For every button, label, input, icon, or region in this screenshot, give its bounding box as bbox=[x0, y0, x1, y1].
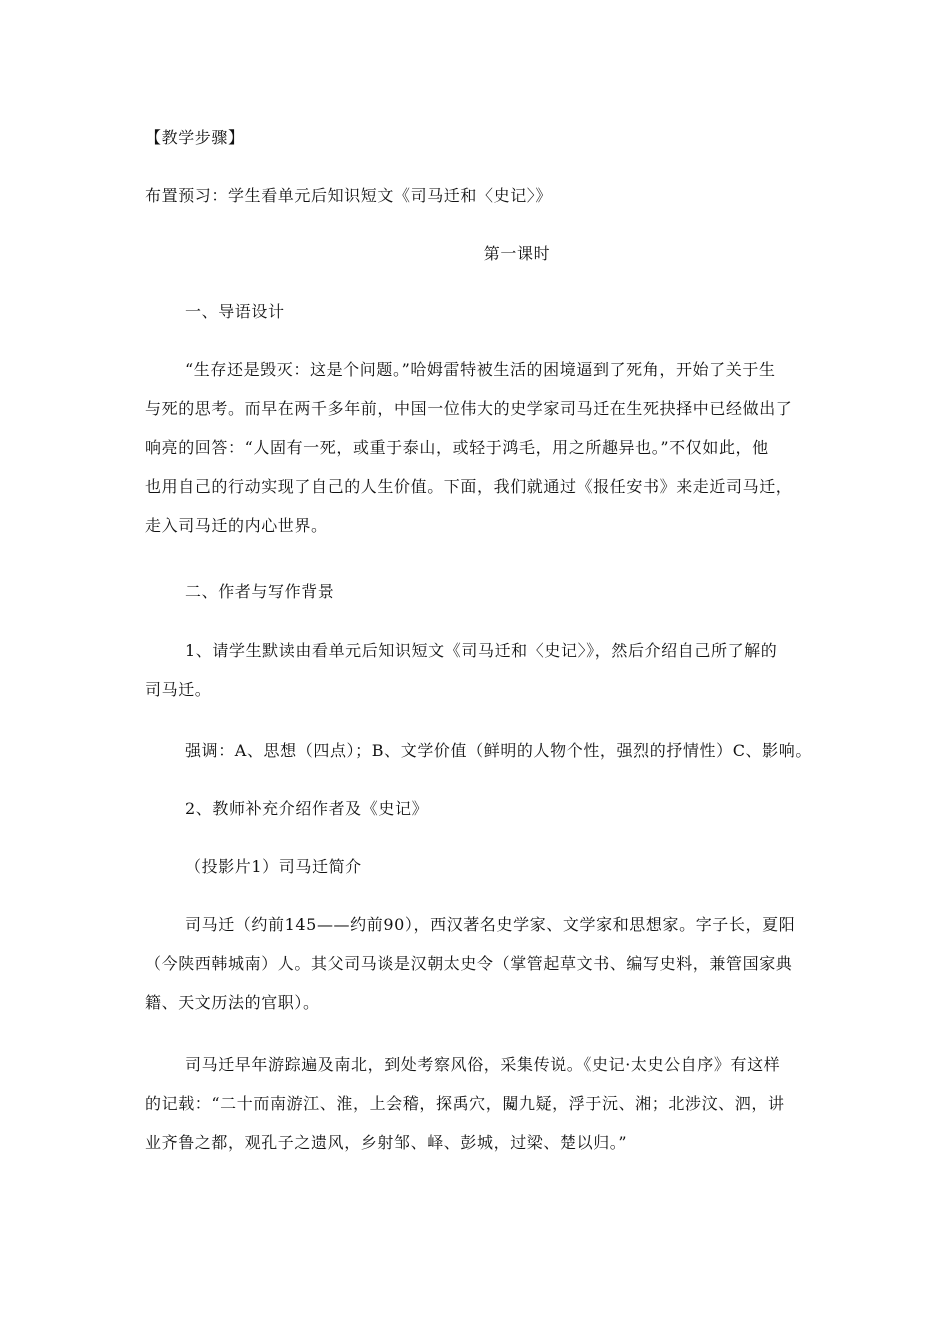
section2-heading: 二、作者与写作背景 bbox=[185, 582, 335, 601]
item1-paragraph bbox=[145, 641, 807, 719]
travel-line: 司马迁早年游踪遍及南北，到处考察风俗，采集传说。《史记·太史公自序》有这样 bbox=[185, 1055, 781, 1074]
bio-line: （今陕西韩城南）人。其父司马谈是汉朝太史令（掌管起草文书、编写史料，兼管国家典 bbox=[145, 954, 793, 973]
intro-line: 与死的思考。而早在两千多年前，中国一位伟大的史学家司马迁在生死抉择中已经做出了 bbox=[145, 399, 793, 418]
item1-line: 1、请学生默读由看单元后知识短文《司马迁和〈史记〉》，然后介绍自己所了解的 bbox=[185, 641, 778, 660]
emphasis-line: 强调：A、思想（四点）；B、文学价值（鲜明的人物个性，强烈的抒情性）C、影响。 bbox=[185, 741, 812, 760]
bio-line: 司马迁（约前145——约前90），西汉著名史学家、文学家和思想家。字子长，夏阳 bbox=[185, 915, 796, 934]
bio-paragraph bbox=[145, 915, 807, 1032]
section1-heading: 一、导语设计 bbox=[185, 302, 285, 321]
travel-paragraph bbox=[145, 1055, 807, 1172]
intro-line: “生存还是毁灭：这是个问题。”哈姆雷特被生活的困境逼到了死角，开始了关于生 bbox=[185, 360, 776, 379]
steps-heading: 【教学步骤】 bbox=[145, 128, 245, 147]
travel-line: 的记载：“二十而南游江、淮，上会稽，探禹穴，闚九疑，浮于沅、湘；北涉汶、泗，讲 bbox=[145, 1094, 785, 1113]
intro-line: 也用自己的行动实现了自己的人生价值。下面，我们就通过《报任安书》来走近司马迁， bbox=[145, 477, 793, 496]
item2-line: 2、教师补充介绍作者及《史记》 bbox=[185, 799, 429, 818]
bio-line: 籍、天文历法的官职）。 bbox=[145, 993, 320, 1012]
item1-line: 司马迁。 bbox=[145, 680, 212, 699]
lesson-title: 第一课时 bbox=[483, 244, 551, 263]
intro-line: 响亮的回答：“人固有一死，或重于泰山，或轻于鸿毛，用之所趣异也。”不仅如此，他 bbox=[145, 438, 769, 457]
preview-assignment: 布置预习：学生看单元后知识短文《司马迁和〈史记〉》 bbox=[145, 186, 553, 205]
intro-line: 走入司马迁的内心世界。 bbox=[145, 516, 328, 535]
travel-line: 业齐鲁之都，观孔子之遗风，乡射邹、峄、彭城，过梁、楚以归。” bbox=[145, 1133, 628, 1152]
slide-label: （投影片1）司马迁简介 bbox=[185, 857, 362, 876]
intro-paragraph bbox=[145, 360, 807, 555]
